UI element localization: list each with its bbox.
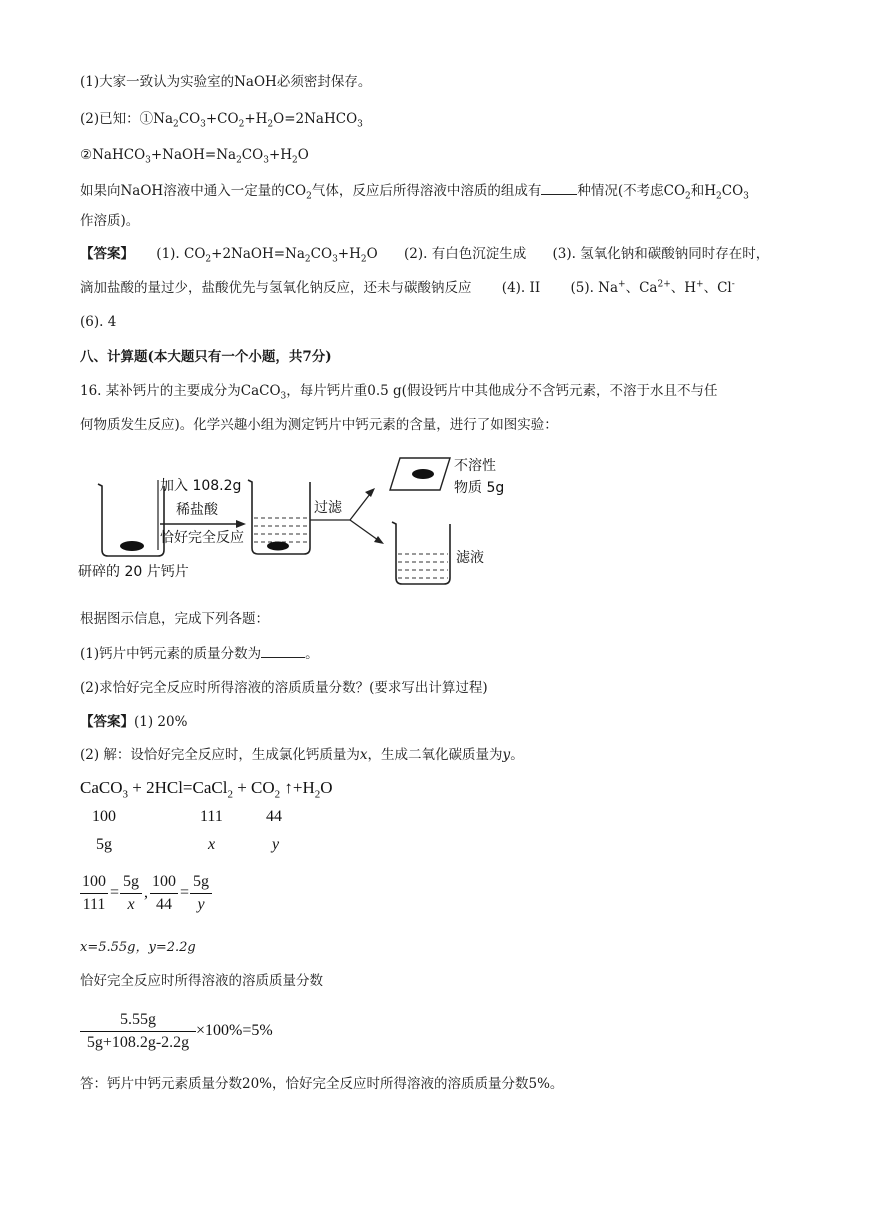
answer-line [80, 713, 187, 731]
text-part: CO [721, 183, 744, 199]
fraction: 100 44 [152, 873, 176, 913]
text-part: ，生成二氧化碳质量为 [367, 747, 503, 763]
arrow-down [350, 520, 378, 540]
eq-value: 100 [92, 808, 116, 825]
text-line [80, 110, 363, 128]
text-part: 滴加盐酸的量过少，盐酸优先与氢氧化钠反应，还未与碳酸钠反应 [80, 280, 472, 296]
tablet-powder [120, 541, 144, 551]
text-part: (2) 解：设恰好完全反应时，生成氯化钙质量为 [80, 747, 360, 763]
arrow-down-head [374, 536, 384, 544]
answer-line: 滴加盐酸的量过少，盐酸优先与氢氧化钠反应，还未与碳酸钠反应 (4). II (5). Na+、$Ca^{2+}$、H+、Cl- [80, 279, 735, 296]
text-line: 恰好完全反应时所得溶液的溶质质量分数 [80, 973, 323, 989]
eq-value: y [272, 836, 280, 853]
beaker-3 [392, 522, 450, 584]
answer-line: (6). 4 [80, 314, 117, 330]
beaker-2-liquid [254, 518, 308, 542]
text-part: (1)钙片中钙元素的质量分数为 [80, 646, 262, 662]
answer-blank [541, 194, 577, 195]
fraction: 5g x [120, 872, 142, 915]
acid-label: 稀盐酸 [176, 502, 218, 518]
experiment-diagram [78, 450, 538, 592]
text-part: 、H [670, 280, 697, 296]
text-part: (1). CO [156, 246, 206, 262]
text-part: (3). 氢氧化钠和碳酸钠同时存在时， [552, 246, 770, 262]
beaker-2-sediment [267, 542, 289, 551]
conclusion: 答：钙片中钙元素质量分数20%，恰好完全反应时所得溶液的溶质质量分数5%。 [80, 1076, 564, 1092]
filtrate-label: 滤液 [456, 550, 484, 566]
text-line: 作溶质)。 [80, 213, 140, 229]
text-part: 。 [305, 646, 319, 662]
text-part: 气体，反应后所得溶液中溶质的组成有 [311, 183, 542, 199]
text-part: 、Ca [625, 280, 658, 296]
answer-label: 【答案】 [80, 246, 134, 262]
fraction: 100 111 [82, 873, 106, 913]
text-part: ，每片钙片重0.5 g(假设钙片中其他成分不含钙元素，不溶于水且不与任 [286, 383, 718, 399]
add-label: 加入 108.2g [160, 478, 242, 494]
chemical-equation: CaCO$_3$ + 2HCl=CaCl$_2$ + $CO_2$ $↑+H_2O$ [80, 778, 333, 801]
fraction: 5g y [190, 872, 212, 915]
arrow-1-head [236, 520, 246, 528]
text-part: O [366, 246, 378, 262]
answer-blank [261, 657, 305, 658]
insoluble-residue [412, 469, 434, 479]
eq-value: x [208, 836, 216, 853]
answer-line [80, 746, 524, 764]
text-part: (2)已知：① [80, 111, 154, 127]
result-line: x=5.55g，y=2.2g [80, 940, 196, 955]
text-part: (2). 有白色沉淀生成 [404, 246, 527, 262]
arrow-up-head [365, 488, 375, 497]
answer-line: 【答案】 (1). $CO_2+2NaOH=Na_2CO_3+H_2O$ (2). 有白色沉淀生成 (3). 氢氧化钠和碳酸钠同时存在时， [80, 246, 770, 265]
eq-value: 44 [266, 808, 282, 825]
final-fraction: 5.55g 5g+108.2g-2.2g [80, 1010, 196, 1053]
formula: $Na_2CO_3+CO_2+H_2O=2NaHCO_3$ [153, 111, 363, 130]
text-part: 16. 某补钙片的主要成分为CaCO [80, 383, 281, 399]
text-part: (1) 20% [134, 714, 188, 730]
question-line: 16. 某补钙片的主要成分为CaCO$_3$，每片钙片重0.5 g(假设钙片中其他成分不含钙元素，不溶于水且不与任 [80, 383, 718, 402]
question-line: 何物质发生反应)。化学兴趣小组为测定钙片中钙元素的含量，进行了如图实验： [80, 417, 558, 433]
tablets-label: 研碎的 20 片钙片 [78, 564, 189, 580]
text-part: 种情况(不考虑CO [577, 183, 686, 199]
arrow-up [350, 494, 370, 520]
text-part: 和H [690, 183, 717, 199]
text-line: 如果向NaOH溶液中通入一定量的$CO_2$气体，反应后所得溶液中溶质的组成有 种情况(不考虑$CO_2$和$H_2CO_3$ [80, 183, 749, 202]
text-part: 。 [510, 747, 524, 763]
eq-value: 5g [96, 836, 112, 853]
text-part: 如果向NaOH溶液中通入一定量的CO [80, 183, 307, 199]
question-line: (2)求恰好完全反应时所得溶液的溶质质量分数？(要求写出计算过程) [80, 680, 488, 696]
variable: x [359, 747, 368, 763]
text-part: 、Cl [703, 280, 732, 296]
eq-value: 111 [200, 808, 223, 825]
section-title: 八、计算题(本大题只有一个小题，共7分) [80, 349, 332, 365]
text-part: (5). Na [570, 280, 619, 296]
beaker-3-liquid [398, 554, 448, 578]
text-part: +H [337, 246, 361, 262]
formula: $②NaHCO_3+NaOH=Na_2CO_3+H_2O$ [80, 147, 309, 166]
text-part: +2NaOH=Na [211, 246, 305, 262]
answer-label: 【答案】 [80, 714, 134, 730]
variable: y [502, 747, 511, 763]
question-line [80, 645, 319, 663]
text-part: CO [310, 246, 333, 262]
insoluble-label-1: 不溶性 [454, 458, 496, 474]
filter-label: 过滤 [314, 500, 342, 516]
text-line: (1)大家一致认为实验室的NaOH必须密封保存。 [80, 74, 372, 90]
react-label: 恰好完全反应 [160, 530, 244, 546]
text-line: 根据图示信息，完成下列各题： [80, 611, 269, 627]
text-part: (4). II [501, 280, 541, 296]
insoluble-label-2: 物质 5g [454, 480, 505, 496]
